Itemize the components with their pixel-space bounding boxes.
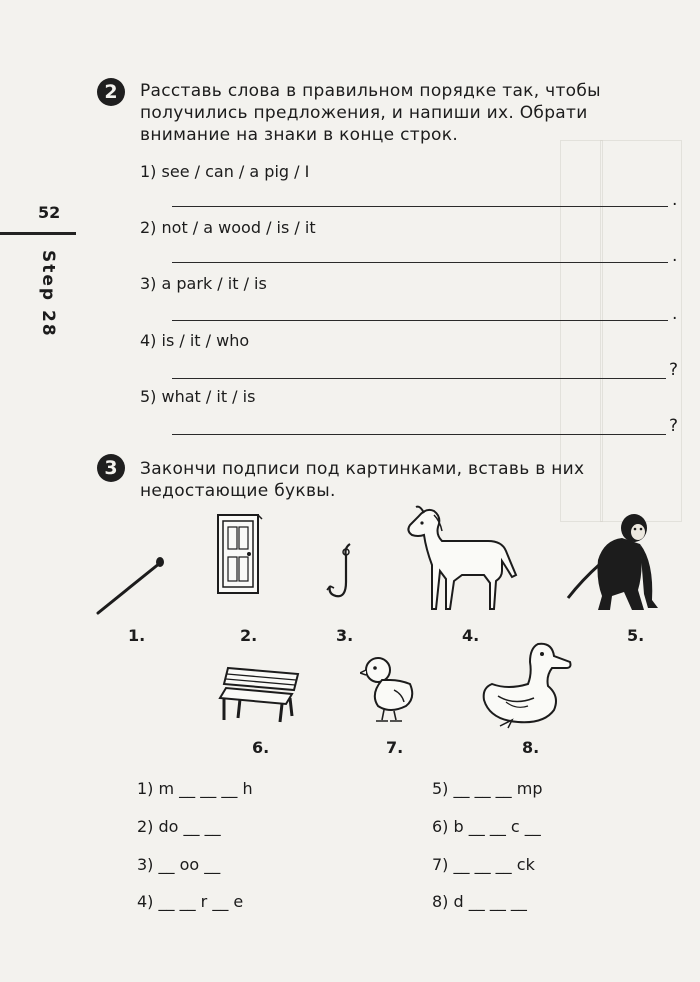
exercise-2-item-1: 1) see / can / a pig / I <box>140 162 310 181</box>
horse-icon <box>398 505 522 615</box>
answer-end-mark-4: ? <box>669 360 679 380</box>
answer-line-3[interactable] <box>172 320 668 321</box>
bench-icon <box>214 664 302 724</box>
answer-line-2[interactable] <box>172 262 668 263</box>
instruction-line: Закончи подписи под картинками, вставь в них <box>140 459 585 479</box>
exercise-2-item-4: 4) is / it / who <box>140 331 250 350</box>
fill-item-2[interactable]: 2) do __ __ <box>137 817 221 836</box>
picture-label-4: 4. <box>462 626 480 645</box>
exercise-2-instruction <box>140 80 601 146</box>
answer-end-mark-2: . <box>672 246 678 266</box>
exercise-2-badge: 2 <box>97 78 125 106</box>
chick-icon <box>360 654 420 724</box>
hook-icon <box>326 542 360 604</box>
instruction-line: Расставь слова в правильном порядке так, чтобы <box>140 81 601 101</box>
fill-item-4[interactable]: 4) __ __ r __ e <box>137 892 244 911</box>
bleed-through-grid-line <box>600 140 603 522</box>
exercise-3-instruction <box>140 458 584 502</box>
picture-label-5: 5. <box>627 626 645 645</box>
door-icon <box>216 513 264 595</box>
instruction-line: получились предложения, и напиши их. Обрати <box>140 103 588 123</box>
picture-label-6: 6. <box>252 738 270 757</box>
chimp-icon <box>562 510 668 618</box>
duck-icon <box>478 640 574 730</box>
answer-end-mark-5: ? <box>669 416 679 436</box>
fill-item-3[interactable]: 3) __ oo __ <box>137 855 221 874</box>
page-number: 52 <box>38 203 61 222</box>
picture-label-7: 7. <box>386 738 404 757</box>
fill-item-6[interactable]: 6) b __ __ c __ <box>432 817 541 836</box>
fill-item-1[interactable]: 1) m __ __ __ h <box>137 779 253 798</box>
instruction-line: недостающие буквы. <box>140 481 336 501</box>
fill-item-8[interactable]: 8) d __ __ __ <box>432 892 527 911</box>
exercise-2-item-5: 5) what / it / is <box>140 387 256 406</box>
exercise-3-badge: 3 <box>97 454 125 482</box>
picture-label-8: 8. <box>522 738 540 757</box>
answer-end-mark-1: . <box>672 190 678 210</box>
picture-label-2: 2. <box>240 626 258 645</box>
match-icon <box>94 555 170 617</box>
picture-label-1: 1. <box>128 626 146 645</box>
exercise-2-item-3: 3) a park / it / is <box>140 274 267 293</box>
margin-rule <box>0 232 76 235</box>
picture-label-3: 3. <box>336 626 354 645</box>
answer-line-1[interactable] <box>172 206 668 207</box>
fill-item-7[interactable]: 7) __ __ __ ck <box>432 855 535 874</box>
step-label: Step 28 <box>38 250 58 338</box>
answer-line-5[interactable] <box>172 434 666 435</box>
answer-line-4[interactable] <box>172 378 666 379</box>
fill-item-5[interactable]: 5) __ __ __ mp <box>432 779 543 798</box>
answer-end-mark-3: . <box>672 304 678 324</box>
instruction-line: внимание на знаки в конце строк. <box>140 125 459 145</box>
exercise-2-item-2: 2) not / a wood / is / it <box>140 218 316 237</box>
